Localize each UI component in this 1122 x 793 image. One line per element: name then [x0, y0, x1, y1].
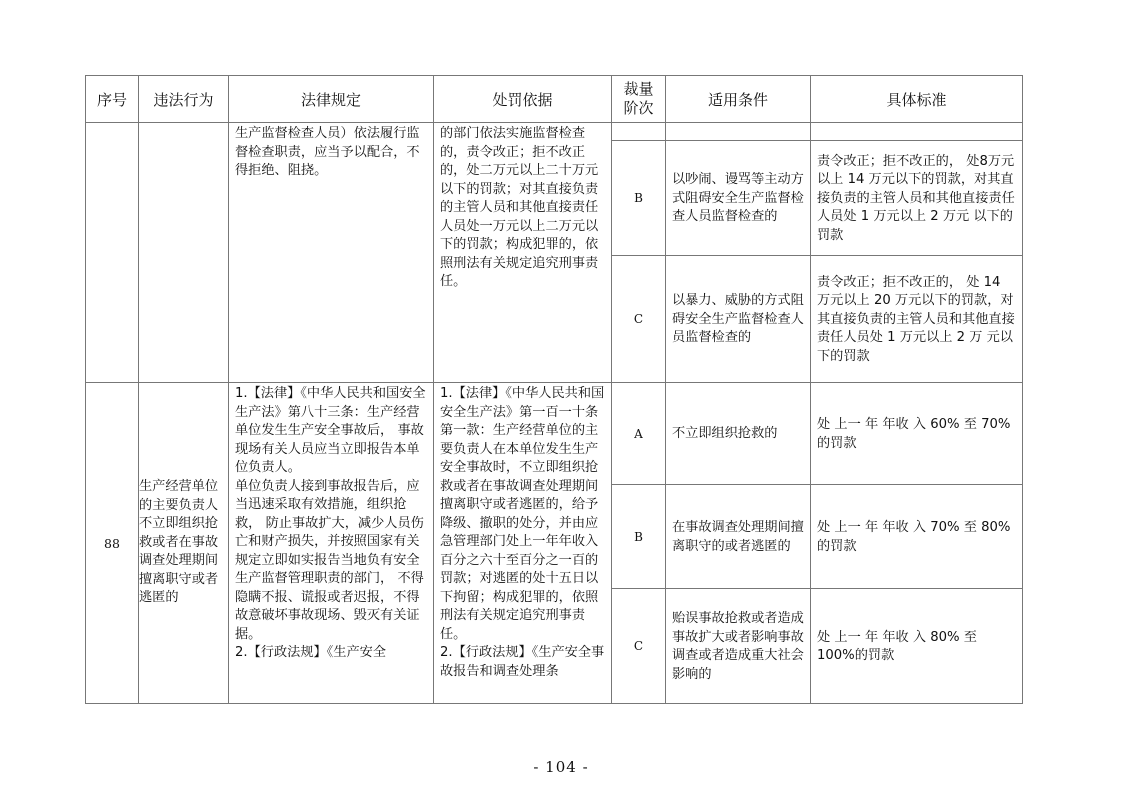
- discretion-level: C: [612, 256, 666, 383]
- discretion-level: B: [612, 141, 666, 256]
- header-discretion-level: 裁量 阶次: [612, 76, 666, 123]
- standard-cell: [811, 485, 1023, 589]
- prev-empty-level: [612, 123, 666, 141]
- penalty-table: [85, 75, 1023, 704]
- discretion-level: C: [612, 589, 666, 704]
- condition-cell: [666, 256, 811, 383]
- prev-empty-condition: [666, 123, 811, 141]
- standard-text: 处 上一 年 年收 入 70% 至 80%的罚款: [817, 520, 1011, 554]
- header-number: 序号: [86, 76, 139, 123]
- prev-empty-standard: [811, 123, 1023, 141]
- standard-cell: [811, 589, 1023, 704]
- standard-text: 处 上一 年 年收 入 80% 至 100%的罚款: [817, 629, 977, 663]
- condition-text: 贻误事故抢救或者造成事故扩大或者影响事故调查或者造成重大社会影响的: [672, 611, 804, 682]
- header-standard: 具体标准: [811, 76, 1023, 123]
- table-row: [86, 383, 1023, 485]
- prev-law-cell: [229, 123, 434, 383]
- header-law: 法律规定: [229, 76, 434, 123]
- basis-cell: [434, 383, 612, 704]
- discretion-level: B: [612, 485, 666, 589]
- header-penalty-basis: 处罚依据: [434, 76, 612, 123]
- law-cell: [229, 383, 434, 704]
- basis-text: 1.【法律】《中华人民共和国安全生产法》第一百一十条第一款：生产经营单位的主要负责人在本单位发生生产安全事故时，不立即组织抢救或者在事故调查处理期间擅离职守或者逃匿的，给予降级、撤职的处分，并由应急管理部门处上一年年收入百分之六十至百分之一百的罚款；对逃匿的处十五日以下拘留；构成犯罪的，依照刑法有关规定追究刑事责任。 2.【行政法规】《生产安全事故报告和调查处理条: [440, 386, 605, 679]
- standard-text: 处 上一 年 年收 入 60% 至 70%的罚款: [817, 417, 1011, 451]
- table-row: [86, 123, 1023, 141]
- prev-law-text: 生产监督检查人员）依法履行监督检查职责，应当予以配合，不得拒绝、阻挠。: [235, 126, 420, 178]
- condition-text: 不立即组织抢救的: [672, 426, 778, 442]
- header-condition: 适用条件: [666, 76, 811, 123]
- condition-cell: [666, 485, 811, 589]
- header-violation: 违法行为: [139, 76, 229, 123]
- standard-cell: [811, 256, 1023, 383]
- violation-act: 生产经营单位的主要负责人不立即组织抢救或者在事故调查处理期间擅离职守或者逃匿的: [139, 383, 229, 704]
- condition-cell: [666, 383, 811, 485]
- prev-basis-text: 的部门依法实施监督检查的，责令改正；拒不改正的，处二万元以上二十万元以下的罚款；对其直接负责的主管人员和其他直接责任人员处一万元以上二万元以下的罚款；构成犯罪的，依照刑法有关规定追究刑事责任。: [440, 126, 599, 289]
- standard-text: 责令改正；拒不改正的， 处8万元以上 14 万元以下的罚款，对其直接负责的主管人员和其他直接责任 人员处 1 万元以上 2 万元 以下的罚款: [817, 153, 1015, 243]
- law-text: 1.【法律】《中华人民共和国安全生产法》第八十三条：生产经营单位发生生产安全事故后， 事故现场有关人员应当立即报告本单位负责人。 单位负责人接到事故报告后，应当迅速采取有效措施，组织抢救， 防止事故扩大，减少人员伤亡和财产损失，并按照国家有关规定立即如实报告当地负有安全生产监督管理职责的部门， 不得隐瞒不报、谎报或者迟报，不得故意破坏事故现场、毁灭有关证据。 2.【行政法规】《生产安全: [235, 386, 426, 660]
- item-number: 88: [86, 383, 139, 704]
- page-number: - 104 -: [533, 758, 589, 776]
- prev-act-cell: [139, 123, 229, 383]
- condition-cell: [666, 589, 811, 704]
- condition-text: 以吵闹、谩骂等主动方式阻碍安全生产监督检查人员监督检查的: [672, 172, 804, 225]
- standard-cell: [811, 141, 1023, 256]
- header-row: [86, 76, 1023, 123]
- prev-basis-cell: [434, 123, 612, 383]
- condition-text: 在事故调查处理期间擅离职守的或者逃匿的: [672, 520, 804, 554]
- prev-number-cell: [86, 123, 139, 383]
- condition-text: 以暴力、威胁的方式阻碍安全生产监督检查人员监督检查的: [672, 293, 804, 346]
- standard-text: 责令改正；拒不改正的， 处 14 万元以上 20 万元以下的罚款，对其直接负责的主管人员和其他直接责任人员处 1 万元以上 2 万 元以下的罚款: [817, 274, 1015, 364]
- standard-cell: [811, 383, 1023, 485]
- discretion-level: A: [612, 383, 666, 485]
- condition-cell: [666, 141, 811, 256]
